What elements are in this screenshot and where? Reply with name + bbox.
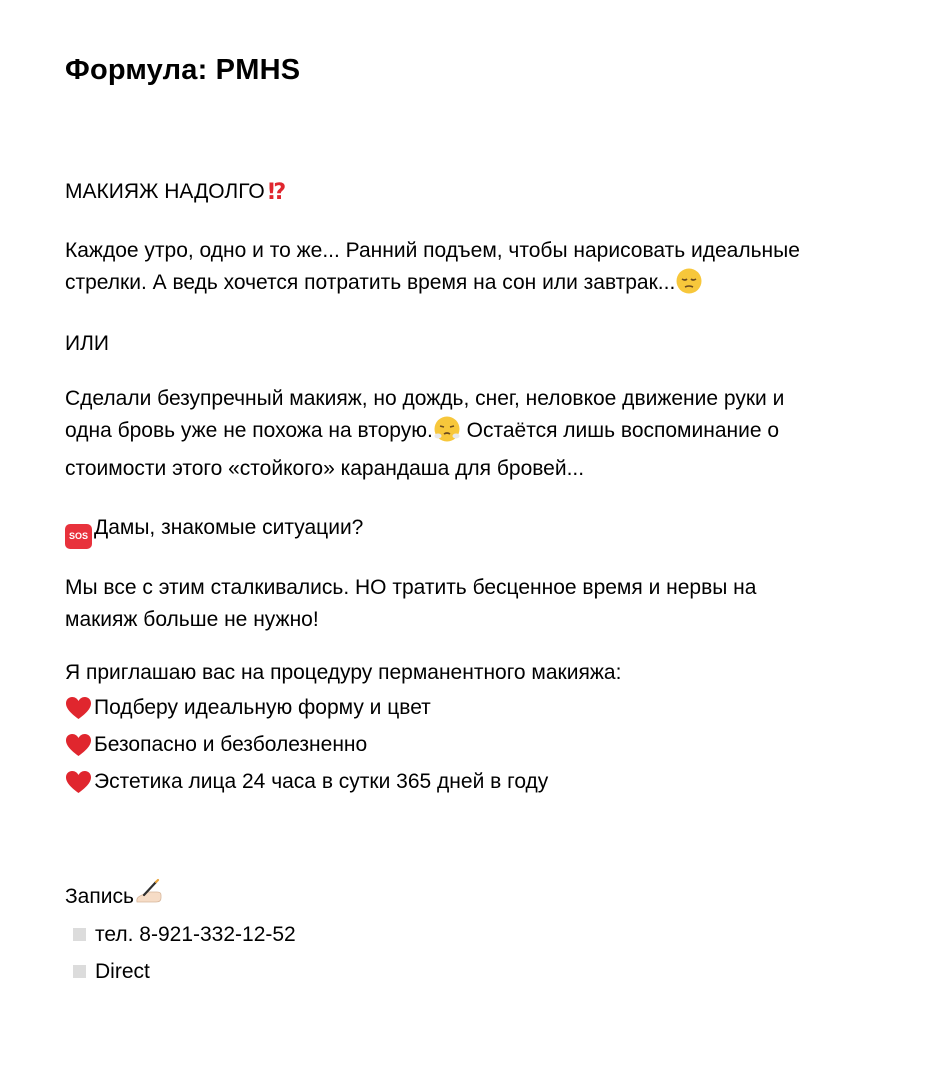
red-heart-icon <box>65 696 92 720</box>
gray-square-icon <box>73 928 86 941</box>
paragraph-rain <box>65 383 865 485</box>
benefit-item <box>65 763 935 800</box>
sos-icon: SOS <box>65 524 92 549</box>
benefit-item <box>65 726 935 763</box>
contact-phone-text: тел. 8-921-332-12-52 <box>95 923 296 946</box>
paragraph-rain-line3: стоимости этого «стойкого» карандаша для бровей... <box>65 457 585 480</box>
headline <box>65 176 865 212</box>
paragraph-rain-line1: Сделали безупречный макияж, но дождь, снег, неловкое движение руки и <box>65 387 785 410</box>
question-text: Дамы, знакомые ситуации? <box>94 516 364 539</box>
writing-hand-icon <box>134 878 164 916</box>
paragraph-rain-line2b: Остаётся лишь воспоминание о <box>460 419 780 442</box>
gray-square-icon <box>73 965 86 978</box>
paragraph-morning-line1: Каждое утро, одно и то же... Ранний подъем, чтобы нарисовать идеальные <box>65 239 800 262</box>
red-heart-icon <box>65 770 92 794</box>
headline-text: МАКИЯЖ НАДОЛГО <box>65 180 265 203</box>
benefit-text: Подберу идеальную форму и цвет <box>94 696 431 719</box>
steam-face-icon <box>433 415 461 453</box>
paragraph-morning-line2: стрелки. А ведь хочется потратить время на сон или завтрак... <box>65 271 676 294</box>
paragraph-no-more-line1: Мы все с этим сталкивались. НО тратить бесценное время и нервы на <box>65 576 757 599</box>
pensive-face-icon <box>675 267 703 305</box>
benefit-text: Эстетика лица 24 часа в сутки 365 дней в году <box>94 770 549 793</box>
invite-block <box>65 657 935 800</box>
contact-phone[interactable] <box>73 916 935 953</box>
svg-text:⁉: ⁉ <box>267 180 286 202</box>
separator-ili: ИЛИ <box>65 332 109 355</box>
paragraph-morning <box>65 235 865 305</box>
page-title: Формула: PMHS <box>65 54 301 86</box>
question-line <box>65 512 865 549</box>
contact-direct[interactable] <box>73 953 935 990</box>
exclamation-question-icon <box>267 178 291 212</box>
booking-label: Запись <box>65 885 134 908</box>
benefit-text: Безопасно и безболезненно <box>94 733 368 756</box>
paragraph-rain-line2a: одна бровь уже не похожа на вторую. <box>65 419 433 442</box>
red-heart-icon <box>65 733 92 757</box>
invite-text: Я приглашаю вас на процедуру перманентного макияжа: <box>65 661 622 684</box>
paragraph-no-more <box>65 572 865 636</box>
contact-direct-text: Direct <box>95 960 150 983</box>
benefit-item <box>65 689 935 726</box>
paragraph-no-more-line2: макияж больше не нужно! <box>65 608 319 631</box>
booking-label-line <box>65 878 865 916</box>
